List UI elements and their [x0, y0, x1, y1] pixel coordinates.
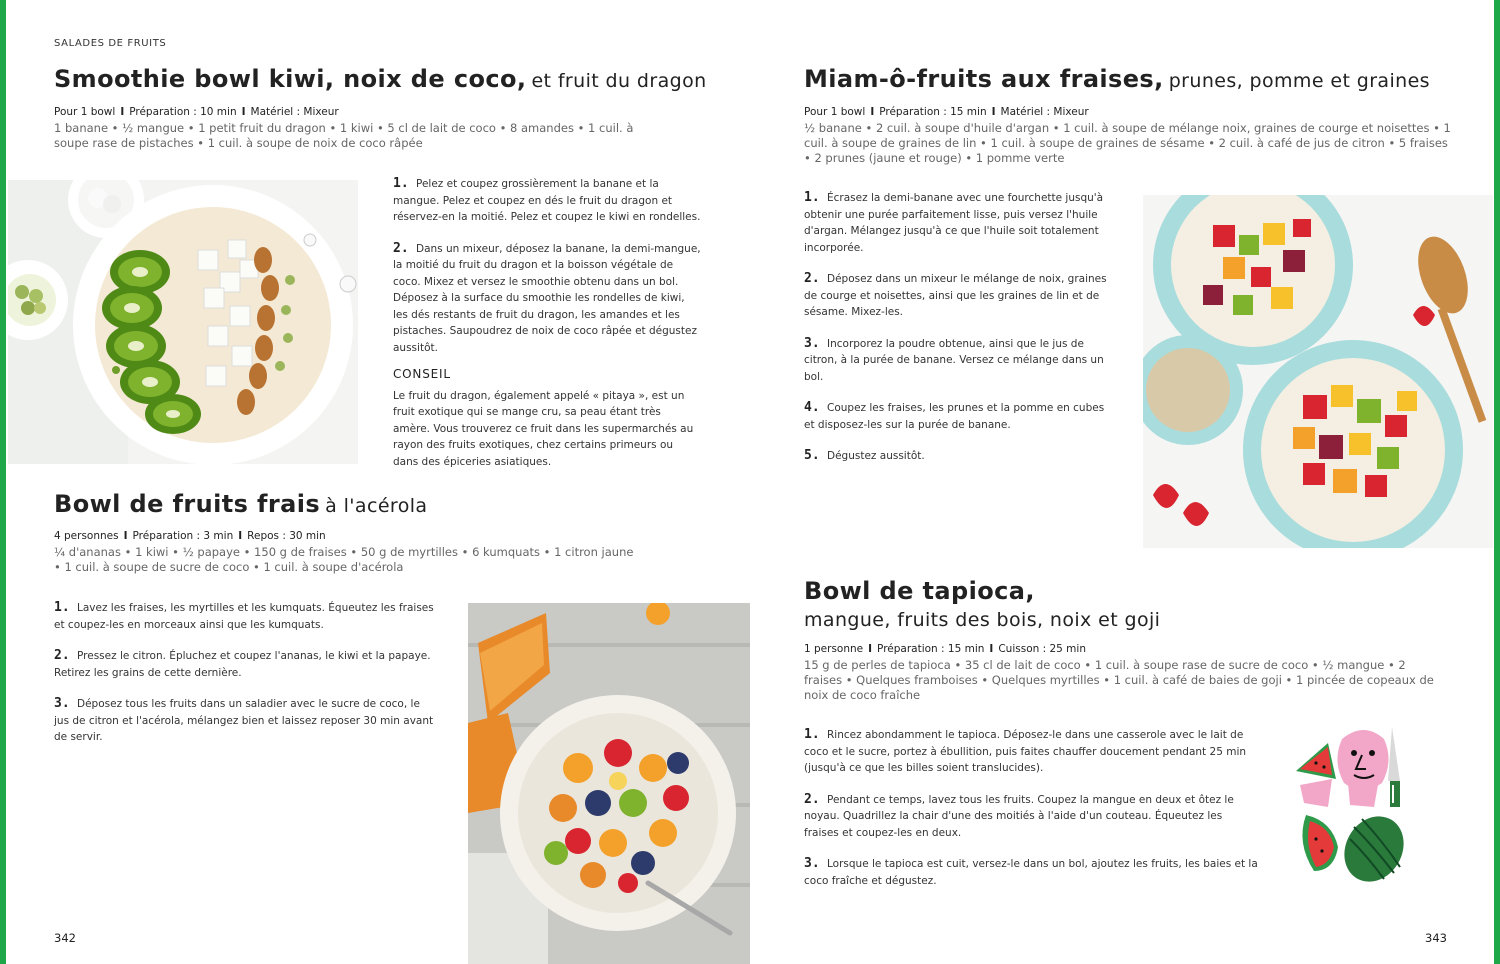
step-2: 2. Déposez dans un mixeur le mélange de noix, graines de courge et noisettes, ainsi que les graines de lin et de sésame. Mixez-les.	[804, 271, 1107, 318]
steps-tapioca	[804, 727, 1260, 904]
equipment: Matériel : Mixeur	[250, 106, 339, 118]
step-2: 2. Dans un mixeur, déposez la banane, la demi-mangue, la moitié du fruit du dragon et la boisson végétale de coco. Mixez et versez le smoothie obtenu dans un bol. Déposez à la surface du smoothie les rondelles de kiwi, les dés restants de fruit du dragon, les amandes et les pistaches. Saupoudrez de noix de coco râpée et dégustez aussitôt.	[393, 240, 701, 354]
step-3: 3. Lorsque le tapioca est cuit, versez-le dans un bol, ajoutez les fruits, les baies et la coco fraîche et dégustez.	[804, 856, 1258, 887]
title-main: Smoothie bowl kiwi, noix de coco,	[54, 65, 527, 93]
ingredients-tapioca: 15 g de perles de tapioca • 35 cl de lait de coco • 1 cuil. à soupe rase de sucre de coco • ½ mangue • 2 fraises • Quelques framboises • Quelques myrtilles • 1 cuil. à café de baies de goji • 1 pincée de copeaux de noix de coco fraîche	[804, 658, 1434, 702]
tip-title: CONSEIL	[393, 367, 451, 381]
step-1: 1. Pelez et coupez grossièrement la banane et la mangue. Pelez et coupez en dés le fruit du dragon et réservez-en la moitié. Pelez et coupez le kiwi en rondelles.	[393, 176, 701, 223]
prep-time: Préparation : 3 min	[132, 530, 234, 542]
equipment: Matériel : Mixeur	[1000, 106, 1089, 118]
step-1: 1. Rincez abondamment le tapioca. Déposez-le dans une casserole avec le lait de coco et le sucre, portez à ébullition, puis faites chauffer doucement pendant 25 min (jusqu'à ce que les billes soient translucides).	[804, 727, 1247, 774]
step-3: 3. Incorporez la poudre obtenue, ainsi que le jus de citron, à la purée de banane. Versez ce mélange dans un bol.	[804, 335, 1104, 383]
title-sub: à l'acérola	[325, 495, 428, 517]
step-1: 1. Lavez les fraises, les myrtilles et les kumquats. Équeutez les fraises et coupez-les en morceaux ainsi que les kumquats.	[54, 600, 434, 631]
title-main: Miam-ô-fruits aux fraises,	[804, 65, 1164, 93]
title-sub: mangue, fruits des bois, noix et goji	[804, 608, 1161, 631]
recipe-meta-acerola: 4 personnes I Préparation : 3 min I Repos : 30 min	[54, 530, 326, 542]
title-sub: prunes, pomme et graines	[1168, 70, 1430, 92]
recipe-title-miam	[804, 66, 1464, 94]
strawberry-bowls-photo	[1143, 195, 1493, 548]
title-main: Bowl de tapioca,	[804, 577, 1035, 605]
cook-time: Cuisson : 25 min	[998, 643, 1086, 655]
prep-time: Préparation : 15 min	[877, 643, 985, 655]
recipe-meta-miam: Pour 1 bowl I Préparation : 15 min I Matériel : Mixeur	[804, 106, 1089, 118]
recipe-title-smoothie	[54, 66, 754, 94]
recipe-meta-smoothie: Pour 1 bowl I Préparation : 10 min I Matériel : Mixeur	[54, 106, 339, 118]
fruit-salad-bowl-photo	[468, 603, 750, 964]
steps-smoothie	[393, 176, 701, 371]
recipe-meta-tapioca: 1 personne I Préparation : 15 min I Cuisson : 25 min	[804, 643, 1086, 655]
page-number-right: 343	[1425, 931, 1447, 945]
recipe-title-tapioca	[804, 578, 1404, 631]
ingredients-smoothie: 1 banane • ½ mangue • 1 petit fruit du dragon • 1 kiwi • 5 cl de lait de coco • 8 amandes • 1 cuil. à soupe rase de pistaches • 1 cuil. à soupe de noix de coco râpée	[54, 121, 634, 150]
running-head: SALADES DE FRUITS	[54, 38, 167, 49]
prep-time: Préparation : 10 min	[129, 106, 237, 118]
step-2: 2. Pendant ce temps, lavez tous les fruits. Coupez la mangue en deux et ôtez le noyau. Quadrillez la chair d'une des moitiés à l'aide d'un couteau. Équeutez les fraises et coupez-les en deux.	[804, 791, 1234, 839]
step-2: 2. Pressez le citron. Épluchez et coupez l'ananas, le kiwi et la papaye. Retirez les grains de cette dernière.	[54, 648, 431, 679]
serves: Pour 1 bowl	[804, 106, 866, 118]
title-sub: et fruit du dragon	[531, 70, 707, 92]
recipe-title-acerola	[54, 491, 754, 519]
serves: Pour 1 bowl	[54, 106, 116, 118]
steps-acerola	[54, 600, 434, 761]
title-main: Bowl de fruits frais	[54, 490, 321, 518]
watermelon-character-illustration	[1292, 723, 1417, 885]
tip-box	[393, 366, 698, 470]
smoothie-bowl-photo	[8, 180, 358, 464]
ingredients-miam: ½ banane • 2 cuil. à soupe d'huile d'argan • 1 cuil. à soupe de mélange noix, graines de courge et noisettes • 1 cuil. à soupe de graines de lin • 1 cuil. à soupe de graines de sésame • 2 cuil. à café de jus de citron • 5 fraises • 2 prunes (jaune et rouge) • 1 pomme verte	[804, 121, 1451, 165]
steps-miam	[804, 190, 1114, 480]
step-5: 5. Dégustez aussitôt.	[804, 448, 925, 463]
serves: 4 personnes	[54, 530, 119, 542]
rest-time: Repos : 30 min	[247, 530, 326, 542]
step-4: 4. Coupez les fraises, les prunes et la pomme en cubes et disposez-les sur la purée de banane.	[804, 400, 1105, 431]
page-number-left: 342	[54, 931, 76, 945]
serves: 1 personne	[804, 643, 864, 655]
step-3: 3. Déposez tous les fruits dans un saladier avec le sucre de coco, le jus de citron et l'acérola, mélangez bien et laissez reposer 30 min avant de servir.	[54, 696, 434, 743]
step-1: 1. Écrasez la demi-banane avec une fourchette jusqu'à obtenir une purée parfaitement lisse, puis versez l'huile d'argan. Mélangez jusqu'à ce que l'huile soit totalement incorporée.	[804, 190, 1104, 254]
ingredients-acerola: ¼ d'ananas • 1 kiwi • ½ papaye • 150 g de fraises • 50 g de myrtilles • 6 kumquats • 1 citron jaune • 1 cuil. à soupe de sucre de coco • 1 cuil. à soupe d'acérola	[54, 545, 634, 574]
tip-text: Le fruit du dragon, également appelé « pitaya », est un fruit exotique qui se mange cru, sa peau étant très amère. Vous trouverez ce fruit dans les supermarchés au rayon des fruits exotiques, chez certains primeurs ou dans des épiceries asiatiques.	[393, 389, 694, 468]
prep-time: Préparation : 15 min	[879, 106, 987, 118]
